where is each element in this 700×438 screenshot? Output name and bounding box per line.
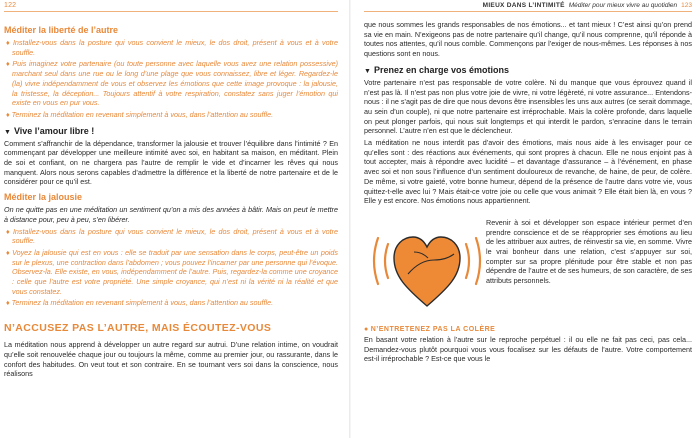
heading-dont-accuse: N’ACCUSEZ PAS L’AUTRE, MAIS ÉCOUTEZ-VOUS [4,322,272,335]
bullet-item [4,59,338,108]
bullet-text: Installez-vous dans la posture qui vous convient le mieux, le dos droit, présent à vous et à votre souffle. [12,38,339,57]
bullet-item [4,38,338,57]
diamond-bullet-icon: ♦ [6,38,11,47]
diamond-bullet-icon: ♦ [6,109,10,119]
bullet-dot-icon: ● [364,325,369,333]
heading-take-charge [364,65,692,75]
bullet-text: Puis imaginez votre partenaire (ou toute personne avec laquelle vous avez une relation possessive) marchant seul dans une rue ou le long d’une plage que vous connaissez, libre et léger. Regardez-le (la) vivre indépendamment de vous et observez les émotions que cette image provoque : la jalousie, la tristesse, la déception... Toujours attentif à votre respiration, constatez sans juger l’émotion qui existe en vous en pur vous. [12,59,339,108]
header-rule-right [364,11,692,12]
paragraph-dont-accuse: La méditation nous apprend à développer un autre regard sur autrui. D’une relation intime, on voudrait qu’elle soit renouvelée chaque jour ou toujours la même, comme au premier jour, ou rassurante, dans le confort des habitudes. On veut tout et son contraire. En se tournant vers soi dans la conscience, nous réalisons [4,340,338,379]
heading-no-anger-text: N’ENTRETENEZ PAS LA COLÈRE [370,325,496,333]
bullet-item [4,227,338,246]
paragraph-reclaim-self: Revenir à soi et développer son espace intérieur permet d’en prendre conscience et de se réapproprier ses émotions au lieu de les attribuer aux autres, de réinvestir sa vie, en somme. Vivre le vrai bonheur dans une relation, c’est s’appuyer sur soi, compter sur sa propre plénitude pour être stable et non pas dépendre de l’autre et de ses humeurs, de son caractère, de ses attributs personnels. [486,217,692,286]
diamond-bullet-icon: ♦ [6,298,10,308]
heading-free-love-text: Vive l’amour libre ! [13,125,95,136]
bullet-text: Terminez la méditation en revenant simplement à vous, dans l’attention au souffle. [11,298,274,308]
running-head [483,2,692,9]
heart-icon [368,216,486,316]
triangle-down-icon: ▼ [364,67,371,75]
diamond-bullet-icon: ♦ [6,59,11,69]
bullet-item [4,248,338,297]
heading-free-love [4,126,338,136]
heart-illustration-block [364,216,692,326]
heading-meditate-freedom: Méditer la liberté de l’autre [4,25,119,35]
heading-no-anger [364,326,692,333]
diamond-bullet-icon: ♦ [6,226,11,236]
right-page [350,0,700,438]
bullet-item [4,110,338,120]
heading-meditate-jealousy: Méditer la jalousie [4,192,83,203]
paragraph-free-love: Comment s’affranchir de la dépendance, transformer la jalousie et trouver l’équilibre dans l’intimité ? En commençant par développer une meilleure intimité avec soi, en habitant sa maison, en méditant. Plein de soi et confiant, on ne chargera pas l’autre de remplir le vide et d’incarner les rêves qui nous manquent. Alors nous serons capables d’admettre la différence et la liberté de notre partenaire et de le considérer pour ce qu’il est. [4,138,338,187]
bullet-text: Installez-vous dans la posture qui vous convient le mieux, le dos droit, présent à vous et à votre souffle. [12,226,339,246]
paragraph-no-anger: En basant votre relation à l’autre sur le reproche perpétuel : il ou elle ne fait pas ceci, pas cela... Demandez-vous plutôt pourquoi vous vous focalisez sur les défauts de l’autre. Votre comportement est-il irréprochable ? Est-ce que vous le [364,334,692,364]
triangle-down-icon: ▼ [4,128,11,136]
paragraph-continuation: que nous sommes les grands responsables de nos émotions... et tant mieux ! C’est ainsi qu’on prend sa vie en main. N’exigeons pas de notre partenaire qu’il change, qu’il nous comprenne, qu’il réponde à toutes nos attentes, qu’il nous comble. Commençons par l’exiger de nous-mêmes. Les réponses à nos questions sont en nous. [364,20,692,59]
bullet-text: Terminez la méditation en revenant simplement à vous, dans l’attention au souffle. [11,109,274,119]
heading-take-charge-text: Prenez en charge vos émotions [373,64,509,75]
bullet-item [4,298,338,308]
header-rule-left [4,11,338,12]
page-number-right: 123 [681,2,692,9]
paragraph-jealousy-intro: On ne quitte pas en une méditation un sentiment qu’on a mis des années à bâtir. Mais on peut le mettre à distance pour, peu à peu, s’en libérer. [4,205,338,224]
running-head-subtitle: Méditer pour mieux vivre au quotidien [568,2,678,9]
running-head-title: MIEUX DANS L’INTIMITÉ [482,2,565,9]
bullet-text: Voyez la jalousie qui est en vous : elle se traduit par une sensation dans le corps, peut-être un poids sur le plexus, une contraction dans l’abdomen ; vous pouvez l’incarner par une personne qui l’évoque. Observez-la. Elle existe, en vous, indépendamment de l’autre. Puis, regardez-la comme une croyance : celle que l’autre est votre propriété. Une simple croyance, qui n’est ni la vérité ni la réalité et que vous constatez. [12,247,338,296]
paragraph-take-charge-1: Votre partenaire n’est pas responsable de votre colère. Ni du manque que vous éprouvez quand il n’est pas là. Il n’est pas non plus votre joie de vivre, ni votre légèreté, ni votre assurance... Entendons-nous : il ne s’agit pas de dire que nous devons être insensibles les uns aux autres (ce serait dommage, au sein d’un couple), ni que notre partenaire est irréprochable. Mais la colère profonde, dans laquelle on peut plonger parfois, qui nous suit longtemps et qui interdit le pardon, s’enracine dans le terrain personnel. L’autre n’en est que le déclencheur. [364,77,692,136]
page-number-left: 122 [4,2,17,9]
paragraph-take-charge-2: La méditation ne nous interdit pas d’avoir des émotions, mais nous aide à les envisager pour ce qu’elles sont : des réactions aux événements, qui sont propres à chacun. Elle ne nous enjoint pas à tout accepter, mais à répondre avec lucidité – et davantage d’assurance – à l’événement, en phase avec soi et non sous l’influence d’un sentiment douloureux de revanche, de haine, de peur, de colère. De même, si votre gaieté, votre bonne humeur, dépend de la présence de l’autre dans votre vie, vous quittez-t-elle avec lui ? Mais était-ce votre joie ou celle que vous animait ? Elle était bien là, en vous ? Elle y est encore. Nos émotions nous appartiennent. [364,138,692,206]
diamond-bullet-icon: ♦ [6,247,11,257]
heart-side-text [486,218,692,288]
